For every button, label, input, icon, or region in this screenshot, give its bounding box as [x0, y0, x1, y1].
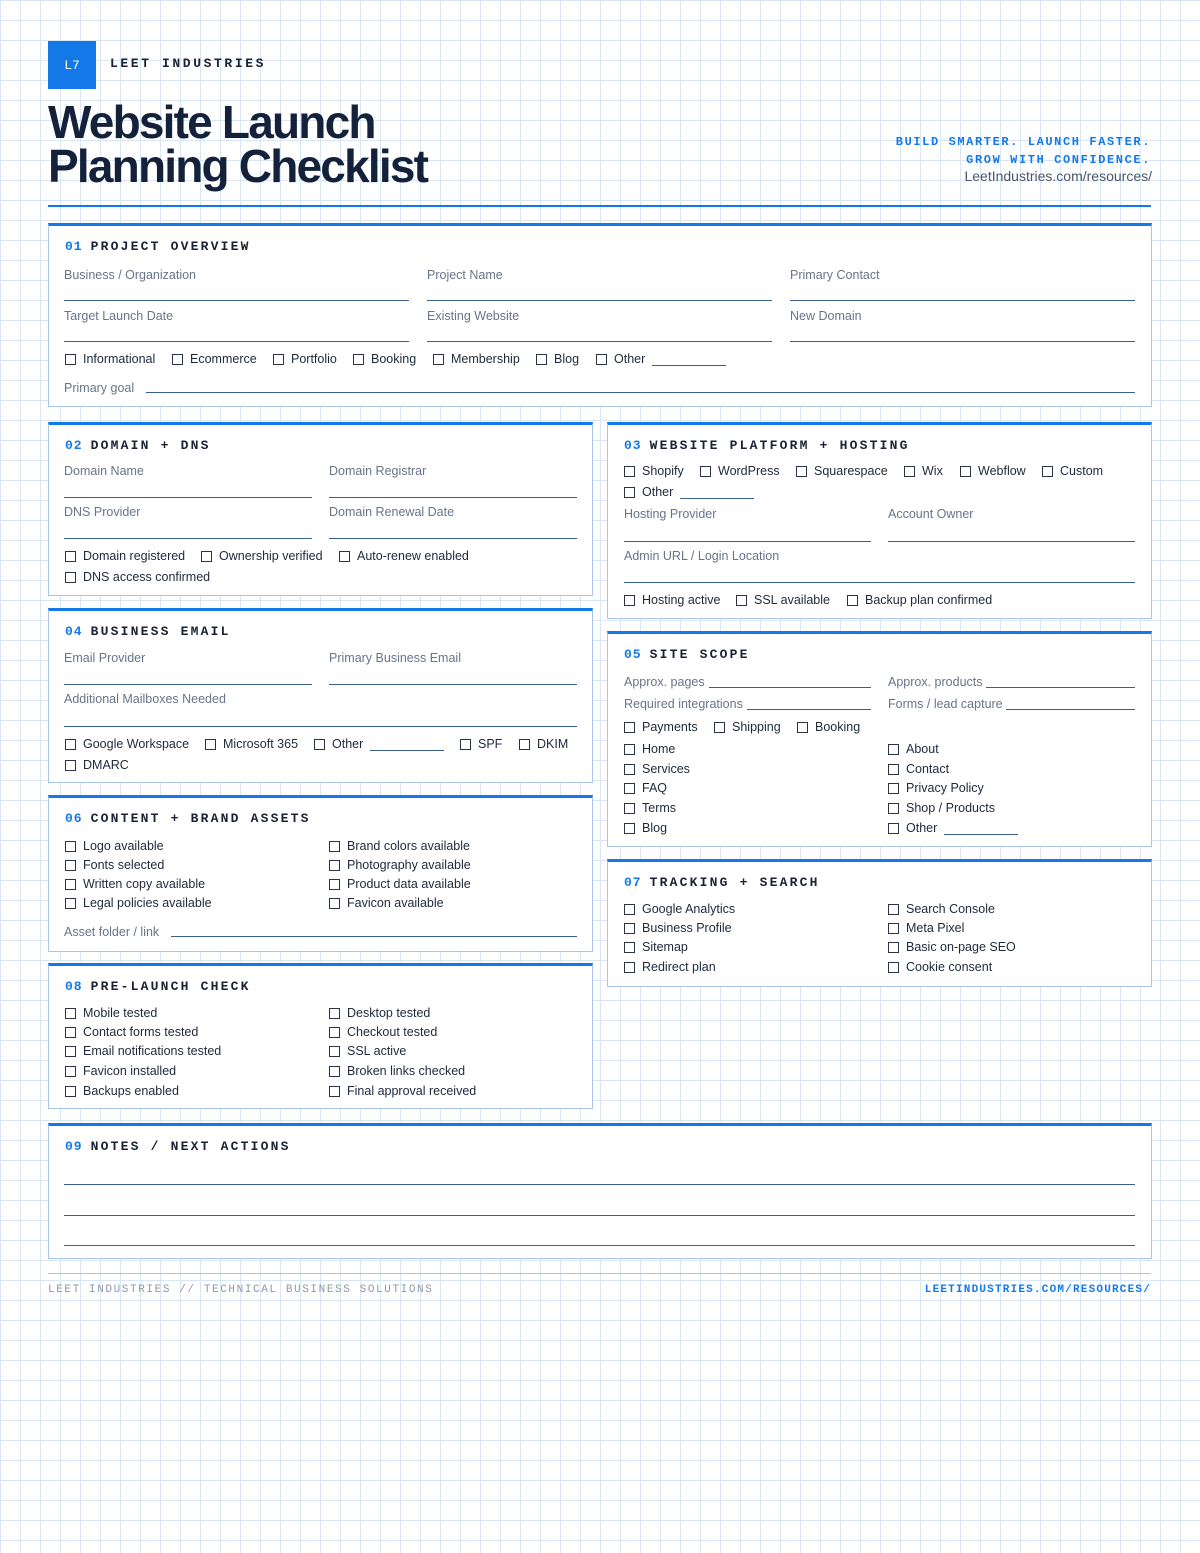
brand-name: LEET INDUSTRIES — [110, 56, 267, 71]
checkbox-icon — [353, 354, 364, 365]
footer-url[interactable]: LEETINDUSTRIES.COM/RESOURCES/ — [924, 1284, 1151, 1296]
field-line-approx-products[interactable] — [986, 687, 1135, 688]
section-project-overview — [48, 223, 1152, 407]
checkbox-icon — [339, 551, 350, 562]
section-heading: 01 PROJECT OVERVIEW — [65, 239, 251, 254]
field-line-integrations[interactable] — [747, 709, 871, 710]
page-title — [48, 96, 428, 192]
checkbox-email-notifications[interactable]: Email notifications tested — [65, 1044, 221, 1058]
checkbox-ownership-verified[interactable]: Ownership verified — [201, 549, 323, 563]
checkbox-icon — [329, 898, 340, 909]
checkbox-icon — [700, 466, 711, 477]
checkbox-icon — [329, 879, 340, 890]
checkbox-icon — [624, 744, 635, 755]
checkbox-icon — [314, 739, 325, 750]
checkbox-icon — [433, 354, 444, 365]
field-line-approx-pages[interactable] — [709, 687, 871, 688]
checkbox-icon — [624, 923, 635, 934]
checkbox-google-analytics[interactable]: Google Analytics — [624, 902, 735, 916]
checkbox-other-page[interactable]: Other — [888, 821, 1018, 835]
field-label-approx-pages: Approx. pages — [624, 675, 705, 689]
checkbox-onpage-seo[interactable]: Basic on-page SEO — [888, 940, 1016, 954]
other-blank-line[interactable] — [370, 750, 444, 751]
section-site-scope — [607, 631, 1152, 847]
checkbox-contact[interactable]: Contact — [888, 762, 949, 776]
checkbox-hosting-active[interactable]: Hosting active — [624, 593, 721, 607]
checkbox-icon — [888, 803, 899, 814]
checkbox-other[interactable]: Other — [596, 352, 726, 366]
checkbox-ssl-active[interactable]: SSL active — [329, 1044, 406, 1058]
checkbox-icon — [888, 823, 899, 834]
field-label-approx-products: Approx. products — [888, 675, 983, 689]
checkbox-broken-links[interactable]: Broken links checked — [329, 1064, 465, 1078]
checkbox-icon — [888, 783, 899, 794]
checkbox-icon — [624, 764, 635, 775]
checkbox-portfolio[interactable]: Portfolio — [273, 352, 337, 366]
checkbox-fonts[interactable]: Fonts selected — [65, 858, 164, 872]
checkbox-icon — [65, 572, 76, 583]
checkbox-icon — [172, 354, 183, 365]
section-content-brand — [48, 795, 593, 952]
field-label-integrations: Required integrations — [624, 697, 743, 711]
field-label-admin-url: Admin URL / Login Location — [624, 549, 780, 563]
checkbox-booking[interactable]: Booking — [353, 352, 416, 366]
checkbox-dmarc[interactable]: DMARC — [65, 758, 129, 772]
section-domain-dns — [48, 422, 593, 596]
checkbox-icon — [65, 354, 76, 365]
checkbox-icon — [205, 739, 216, 750]
page-title-line-1: Website Launch — [48, 96, 375, 148]
checkbox-dkim[interactable]: DKIM — [519, 737, 568, 751]
other-blank-line[interactable] — [652, 365, 726, 366]
checkbox-redirect-plan[interactable]: Redirect plan — [624, 960, 716, 974]
field-line-dns-provider[interactable] — [64, 538, 312, 539]
section-heading: 02 DOMAIN + DNS — [65, 438, 211, 453]
checkbox-cookie-consent[interactable]: Cookie consent — [888, 960, 992, 974]
field-label-account-owner: Account Owner — [888, 507, 974, 521]
other-blank-line[interactable] — [680, 498, 754, 499]
checkbox-icon — [329, 1027, 340, 1038]
checkbox-icon — [65, 760, 76, 771]
section-heading: 07 TRACKING + SEARCH — [624, 875, 820, 890]
field-label-primary-goal: Primary goal — [64, 381, 135, 395]
checkbox-logo[interactable]: Logo available — [65, 839, 164, 853]
checkbox-icon — [888, 744, 899, 755]
checkbox-icon — [65, 1066, 76, 1077]
checkbox-legal-policies[interactable]: Legal policies available — [65, 896, 212, 910]
checkbox-icon — [888, 904, 899, 915]
checkbox-ssl-available[interactable]: SSL available — [736, 593, 830, 607]
field-line-domain-registrar[interactable] — [329, 497, 577, 498]
checkbox-dns-access[interactable]: DNS access confirmed — [65, 570, 210, 584]
checkbox-google-workspace[interactable]: Google Workspace — [65, 737, 189, 751]
field-label-existing-website: Existing Website — [427, 309, 520, 323]
section-heading: 05 SITE SCOPE — [624, 647, 750, 662]
checkbox-icon — [329, 1008, 340, 1019]
checkbox-mobile-tested[interactable]: Mobile tested — [65, 1006, 157, 1020]
checkbox-icon — [273, 354, 284, 365]
checkbox-icon — [624, 942, 635, 953]
checkbox-custom[interactable]: Custom — [1042, 464, 1103, 478]
resources-url[interactable]: LeetIndustries.com/resources/ — [964, 168, 1152, 184]
footer-divider — [48, 1273, 1151, 1274]
section-platform-hosting — [607, 422, 1152, 619]
company-logo: L7 — [48, 41, 96, 89]
checkbox-icon — [624, 466, 635, 477]
checkbox-wix[interactable]: Wix — [904, 464, 943, 478]
checkbox-icon — [960, 466, 971, 477]
checkbox-icon — [624, 823, 635, 834]
checkbox-terms[interactable]: Terms — [624, 801, 676, 815]
notes-line[interactable] — [64, 1184, 1135, 1185]
section-tracking-search — [607, 859, 1152, 987]
checkbox-icon — [796, 466, 807, 477]
checkbox-about[interactable]: About — [888, 742, 939, 756]
field-line-business[interactable] — [64, 300, 409, 301]
notes-line[interactable] — [64, 1245, 1135, 1246]
checkbox-blog-page[interactable]: Blog — [624, 821, 667, 835]
field-line-new-domain[interactable] — [790, 341, 1135, 342]
field-label-primary-contact: Primary Contact — [790, 268, 880, 282]
checkbox-icon — [888, 923, 899, 934]
checkbox-icon — [624, 722, 635, 733]
checkbox-icon — [624, 962, 635, 973]
field-line-email-provider[interactable] — [64, 684, 312, 685]
checkbox-microsoft-365[interactable]: Microsoft 365 — [205, 737, 298, 751]
checkbox-services[interactable]: Services — [624, 762, 690, 776]
field-line-asset-folder[interactable] — [171, 936, 577, 937]
checkbox-wordpress[interactable]: WordPress — [700, 464, 780, 478]
checkbox-icon — [536, 354, 547, 365]
checkbox-shipping[interactable]: Shipping — [714, 720, 781, 734]
checkbox-spf[interactable]: SPF — [460, 737, 502, 751]
field-line-primary-email[interactable] — [329, 684, 577, 685]
field-label-new-domain: New Domain — [790, 309, 862, 323]
checkbox-photography[interactable]: Photography available — [329, 858, 471, 872]
checkbox-shopify[interactable]: Shopify — [624, 464, 684, 478]
checkbox-icon — [65, 879, 76, 890]
checkbox-shop-products[interactable]: Shop / Products — [888, 801, 995, 815]
checkbox-icon — [201, 551, 212, 562]
checkbox-auto-renew[interactable]: Auto-renew enabled — [339, 549, 469, 563]
checkbox-icon — [624, 595, 635, 606]
notes-line[interactable] — [64, 1215, 1135, 1216]
checkbox-icon — [624, 904, 635, 915]
checkbox-payments[interactable]: Payments — [624, 720, 698, 734]
footer-company: LEET INDUSTRIES // TECHNICAL BUSINESS SOLUTIONS — [48, 1284, 434, 1296]
checkbox-backup-plan[interactable]: Backup plan confirmed — [847, 593, 992, 607]
field-line-admin-url[interactable] — [624, 582, 1135, 583]
checkbox-ecommerce[interactable]: Ecommerce — [172, 352, 257, 366]
checkbox-favicon-available[interactable]: Favicon available — [329, 896, 444, 910]
field-line-primary-goal[interactable] — [146, 392, 1135, 393]
checkbox-brand-colors[interactable]: Brand colors available — [329, 839, 470, 853]
checkbox-other-email[interactable]: Other — [314, 737, 444, 751]
checkbox-final-approval[interactable]: Final approval received — [329, 1084, 476, 1098]
checkbox-icon — [65, 1027, 76, 1038]
field-label-project-name: Project Name — [427, 268, 503, 282]
field-label-renewal-date: Domain Renewal Date — [329, 505, 455, 519]
section-heading: 03 WEBSITE PLATFORM + HOSTING — [624, 438, 910, 453]
tagline-line-1: BUILD SMARTER. LAUNCH FASTER. — [895, 135, 1151, 149]
checkbox-icon — [65, 841, 76, 852]
section-heading: 08 PRE-LAUNCH CHECK — [65, 979, 251, 994]
section-heading: 09 NOTES / NEXT ACTIONS — [65, 1139, 291, 1154]
section-heading: 04 BUSINESS EMAIL — [65, 624, 231, 639]
checkbox-business-profile[interactable]: Business Profile — [624, 921, 732, 935]
checkbox-icon — [65, 739, 76, 750]
checkbox-contact-forms[interactable]: Contact forms tested — [65, 1025, 198, 1039]
checkbox-icon — [596, 354, 607, 365]
field-label-business: Business / Organization — [64, 268, 197, 282]
checkbox-icon — [904, 466, 915, 477]
field-line-additional-mailboxes[interactable] — [64, 726, 577, 727]
checkbox-domain-registered[interactable]: Domain registered — [65, 549, 185, 563]
checkbox-icon — [714, 722, 725, 733]
field-label-email-provider: Email Provider — [64, 651, 146, 665]
checkbox-icon — [624, 783, 635, 794]
field-label-dns-provider: DNS Provider — [64, 505, 141, 519]
checkbox-icon — [329, 1066, 340, 1077]
checkbox-booking-integration[interactable]: Booking — [797, 720, 860, 734]
checkbox-checkout-tested[interactable]: Checkout tested — [329, 1025, 437, 1039]
checkbox-desktop-tested[interactable]: Desktop tested — [329, 1006, 430, 1020]
checkbox-icon — [797, 722, 808, 733]
checkbox-other-platform[interactable]: Other — [624, 485, 754, 499]
checkbox-icon — [624, 487, 635, 498]
checkbox-icon — [65, 551, 76, 562]
checkbox-icon — [847, 595, 858, 606]
field-line-account-owner[interactable] — [888, 541, 1135, 542]
field-label-domain-name: Domain Name — [64, 464, 144, 478]
tagline — [896, 133, 1151, 169]
field-line-hosting-provider[interactable] — [624, 541, 871, 542]
other-blank-line[interactable] — [944, 834, 1018, 835]
checkbox-product-data[interactable]: Product data available — [329, 877, 471, 891]
field-label-primary-email: Primary Business Email — [329, 651, 461, 665]
checkbox-icon — [736, 595, 747, 606]
section-notes — [48, 1123, 1152, 1259]
checkbox-icon — [65, 1008, 76, 1019]
field-line-primary-contact[interactable] — [790, 300, 1135, 301]
checkbox-faq[interactable]: FAQ — [624, 781, 667, 795]
checkbox-icon — [888, 764, 899, 775]
checkbox-search-console[interactable]: Search Console — [888, 902, 995, 916]
checkbox-icon — [65, 898, 76, 909]
checkbox-icon — [329, 860, 340, 871]
checkbox-sitemap[interactable]: Sitemap — [624, 940, 688, 954]
checkbox-squarespace[interactable]: Squarespace — [796, 464, 888, 478]
checkbox-icon — [65, 860, 76, 871]
checkbox-favicon-installed[interactable]: Favicon installed — [65, 1064, 176, 1078]
section-business-email — [48, 608, 593, 783]
field-line-existing-website[interactable] — [427, 341, 772, 342]
tagline-line-2: GROW WITH CONFIDENCE. — [966, 153, 1151, 167]
field-label-additional-mailboxes: Additional Mailboxes Needed — [64, 692, 226, 706]
checkbox-membership[interactable]: Membership — [433, 352, 520, 366]
checkbox-webflow[interactable]: Webflow — [960, 464, 1026, 478]
checkbox-icon — [624, 803, 635, 814]
field-line-project-name[interactable] — [427, 300, 772, 301]
field-label-domain-registrar: Domain Registrar — [329, 464, 427, 478]
checkbox-icon — [65, 1046, 76, 1057]
checkbox-meta-pixel[interactable]: Meta Pixel — [888, 921, 964, 935]
checkbox-backups-enabled[interactable]: Backups enabled — [65, 1084, 179, 1098]
checkbox-icon — [519, 739, 530, 750]
checkbox-icon — [1042, 466, 1053, 477]
checkbox-icon — [888, 962, 899, 973]
checkbox-informational[interactable]: Informational — [65, 352, 155, 366]
field-line-forms[interactable] — [1006, 709, 1135, 710]
checkbox-icon — [460, 739, 471, 750]
section-heading: 06 CONTENT + BRAND ASSETS — [65, 811, 311, 826]
checkbox-blog[interactable]: Blog — [536, 352, 579, 366]
page-title-line-2: Planning Checklist — [48, 140, 428, 192]
field-line-domain-name[interactable] — [64, 497, 312, 498]
field-line-renewal-date[interactable] — [329, 538, 577, 539]
checkbox-icon — [329, 1046, 340, 1057]
checkbox-icon — [329, 841, 340, 852]
section-pre-launch — [48, 963, 593, 1109]
checkbox-home[interactable]: Home — [624, 742, 675, 756]
field-label-asset-folder: Asset folder / link — [64, 925, 160, 939]
checkbox-privacy-policy[interactable]: Privacy Policy — [888, 781, 984, 795]
field-label-hosting-provider: Hosting Provider — [624, 507, 717, 521]
checkbox-icon — [65, 1086, 76, 1097]
field-label-launch-date: Target Launch Date — [64, 309, 174, 323]
checkbox-icon — [329, 1086, 340, 1097]
field-label-forms: Forms / lead capture — [888, 697, 1003, 711]
checkbox-icon — [888, 942, 899, 953]
header-divider — [48, 205, 1151, 207]
checkbox-written-copy[interactable]: Written copy available — [65, 877, 205, 891]
field-line-launch-date[interactable] — [64, 341, 409, 342]
